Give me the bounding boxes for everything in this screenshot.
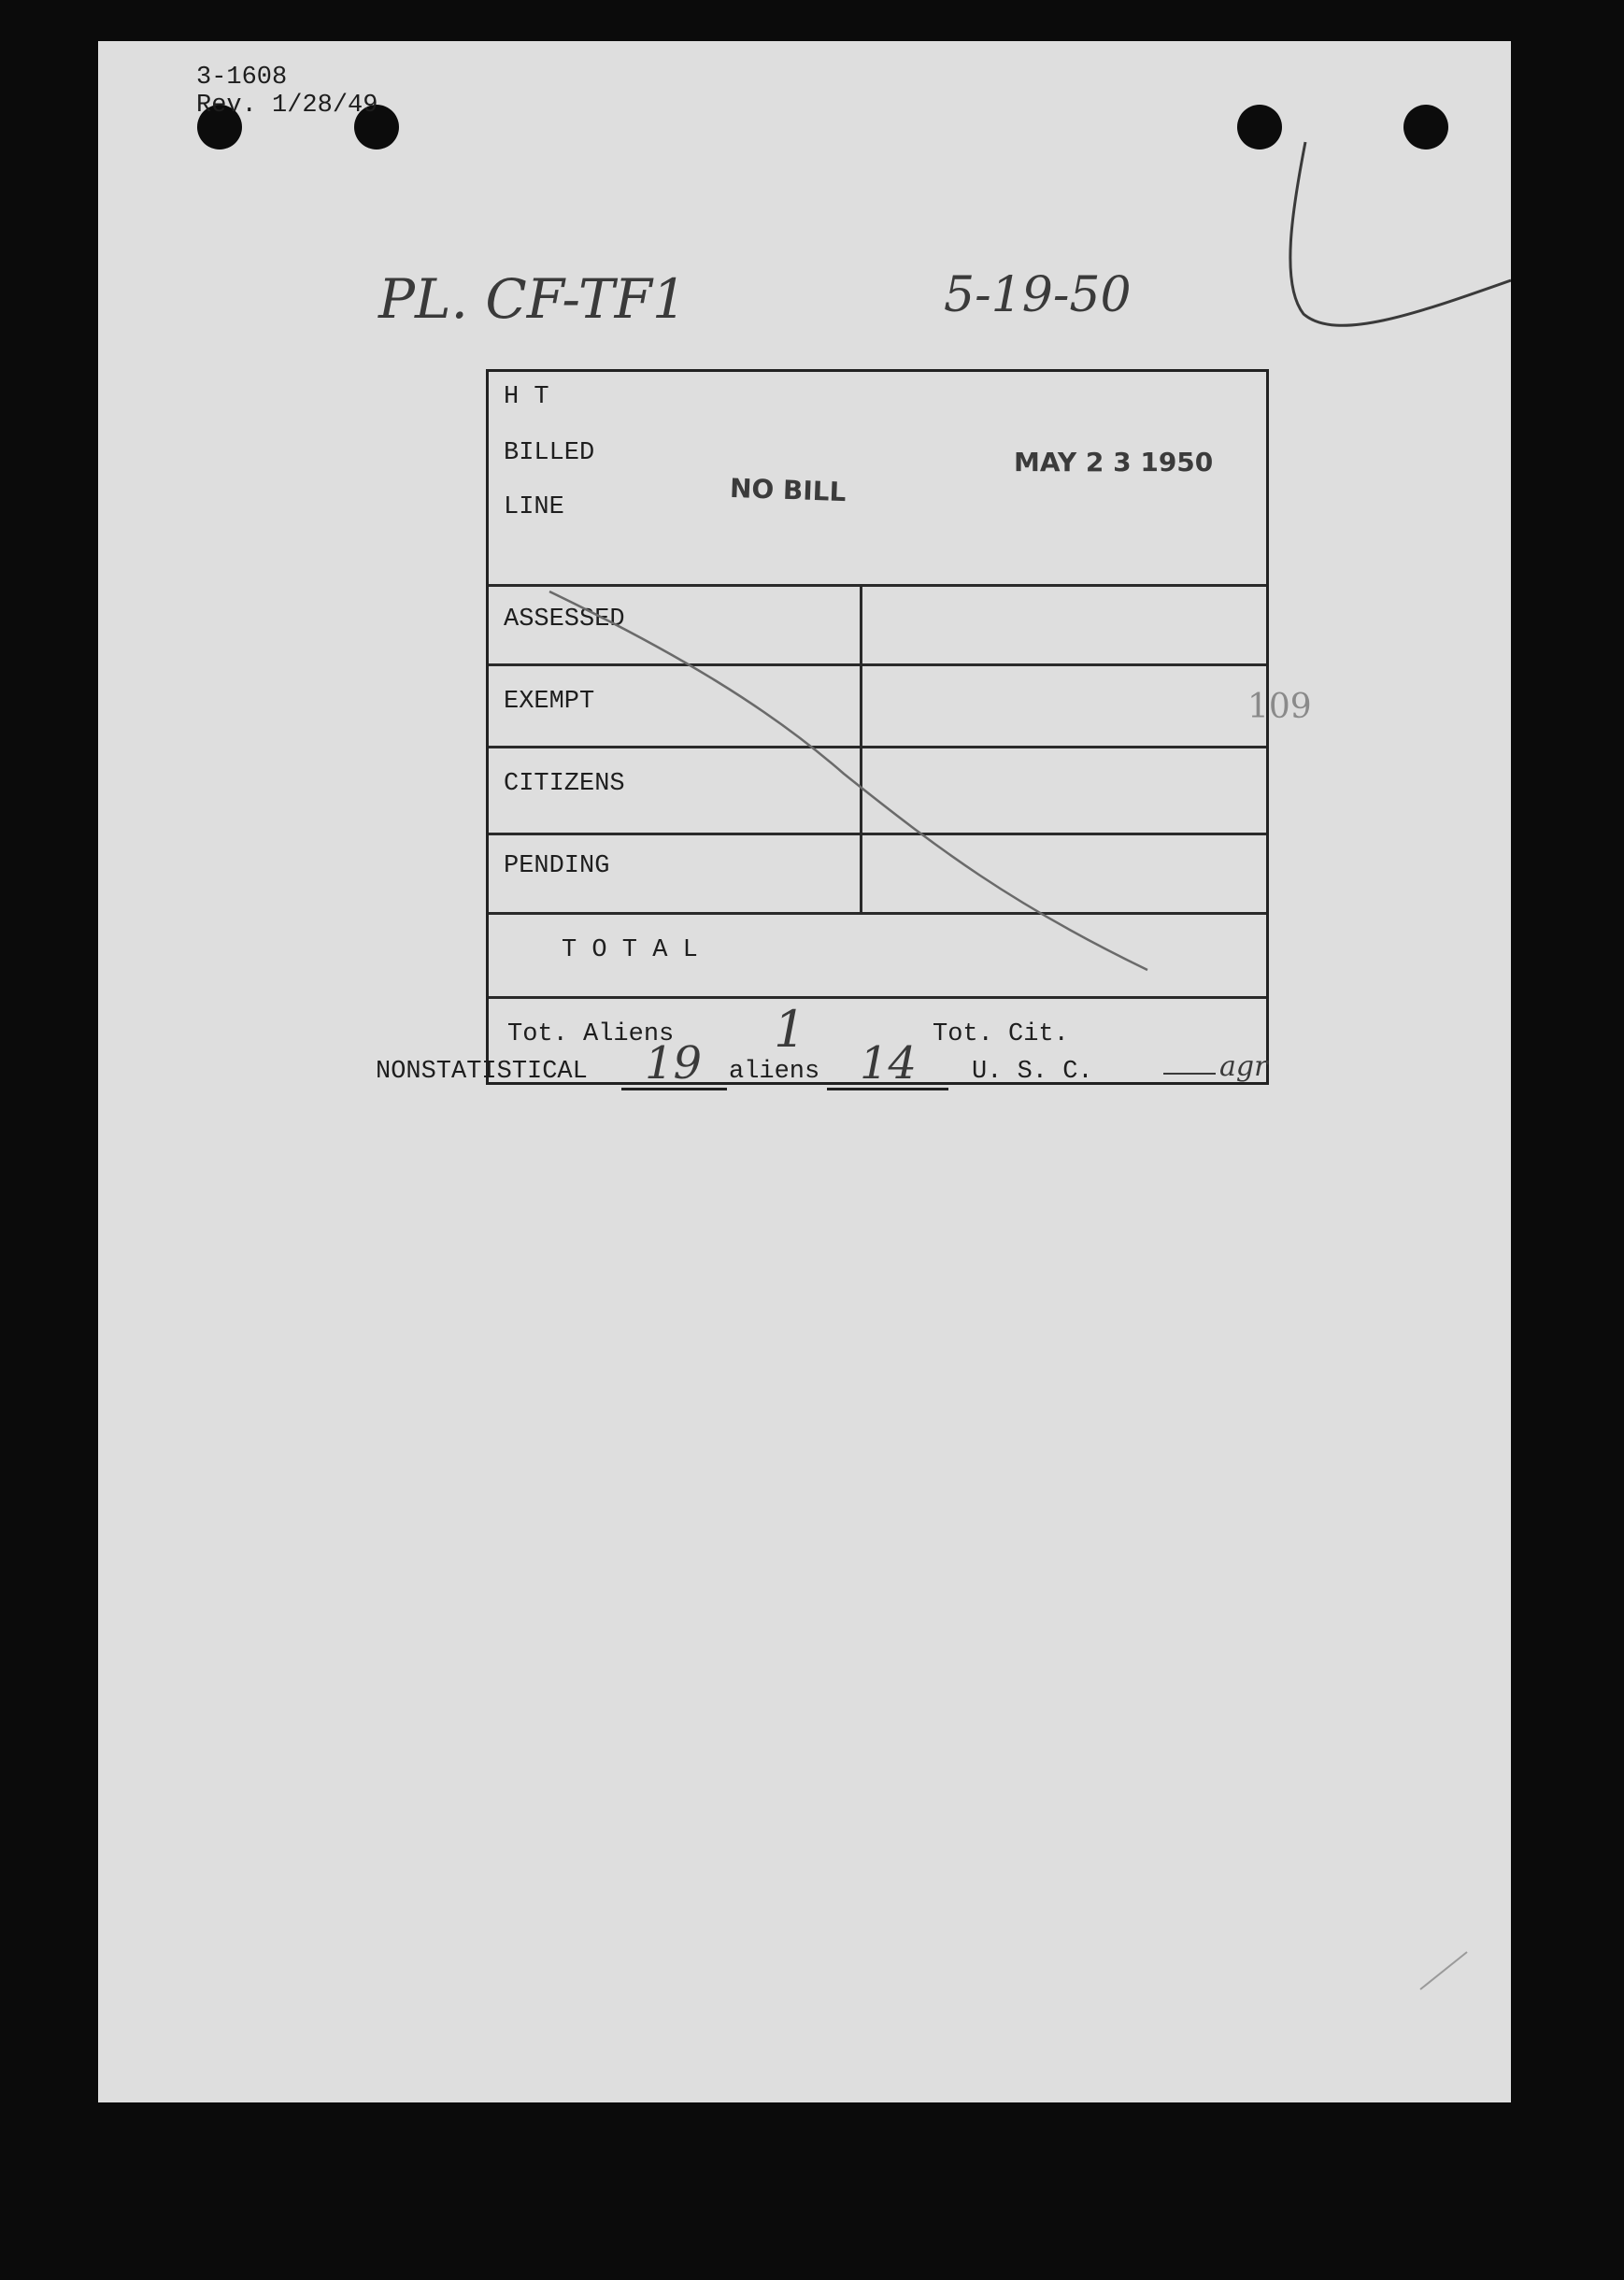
tot-aliens-value: 1 [774,1000,806,1059]
document-page [98,41,1511,2102]
usc-count: 14 [860,1037,918,1090]
row-label-pending: PENDING [504,852,610,880]
row-label-assessed: ASSESSED [504,606,625,634]
form-number: 3-1608 [196,64,288,92]
form-revision: Rev. 1/28/49 [196,92,378,120]
handwritten-code: PL. CF-TF1 [378,267,687,331]
handwritten-initials: agr [1219,1050,1268,1083]
page-number: 109 [1247,688,1312,726]
nonstatistical-label: NONSTATISTICAL [376,1058,588,1086]
label-ht: H T [504,383,549,411]
pen-strike-line [489,372,1266,1082]
label-line: LINE [504,493,564,521]
row-label-citizens: CITIZENS [504,770,625,798]
margin-pen-mark [1182,97,1511,378]
date-stamp: MAY 2 3 1950 [1014,447,1214,477]
no-bill-stamp: NO BILL [729,472,847,508]
row-label-exempt: EXEMPT [504,688,595,716]
pencil-mark [1416,1947,1472,1994]
initials-dash [1163,1073,1216,1075]
aliens-label: aliens [729,1058,820,1086]
tot-cit-label: Tot. Cit. [933,1020,1069,1048]
label-billed: BILLED [504,439,595,467]
handwritten-date: 5-19-50 [944,267,1132,323]
total-label: T O T A L [562,936,698,964]
aliens-count: 19 [645,1037,703,1090]
tally-form [486,369,1269,1085]
tot-aliens-label: Tot. Aliens [507,1020,675,1048]
usc-label: U. S. C. [972,1058,1093,1086]
